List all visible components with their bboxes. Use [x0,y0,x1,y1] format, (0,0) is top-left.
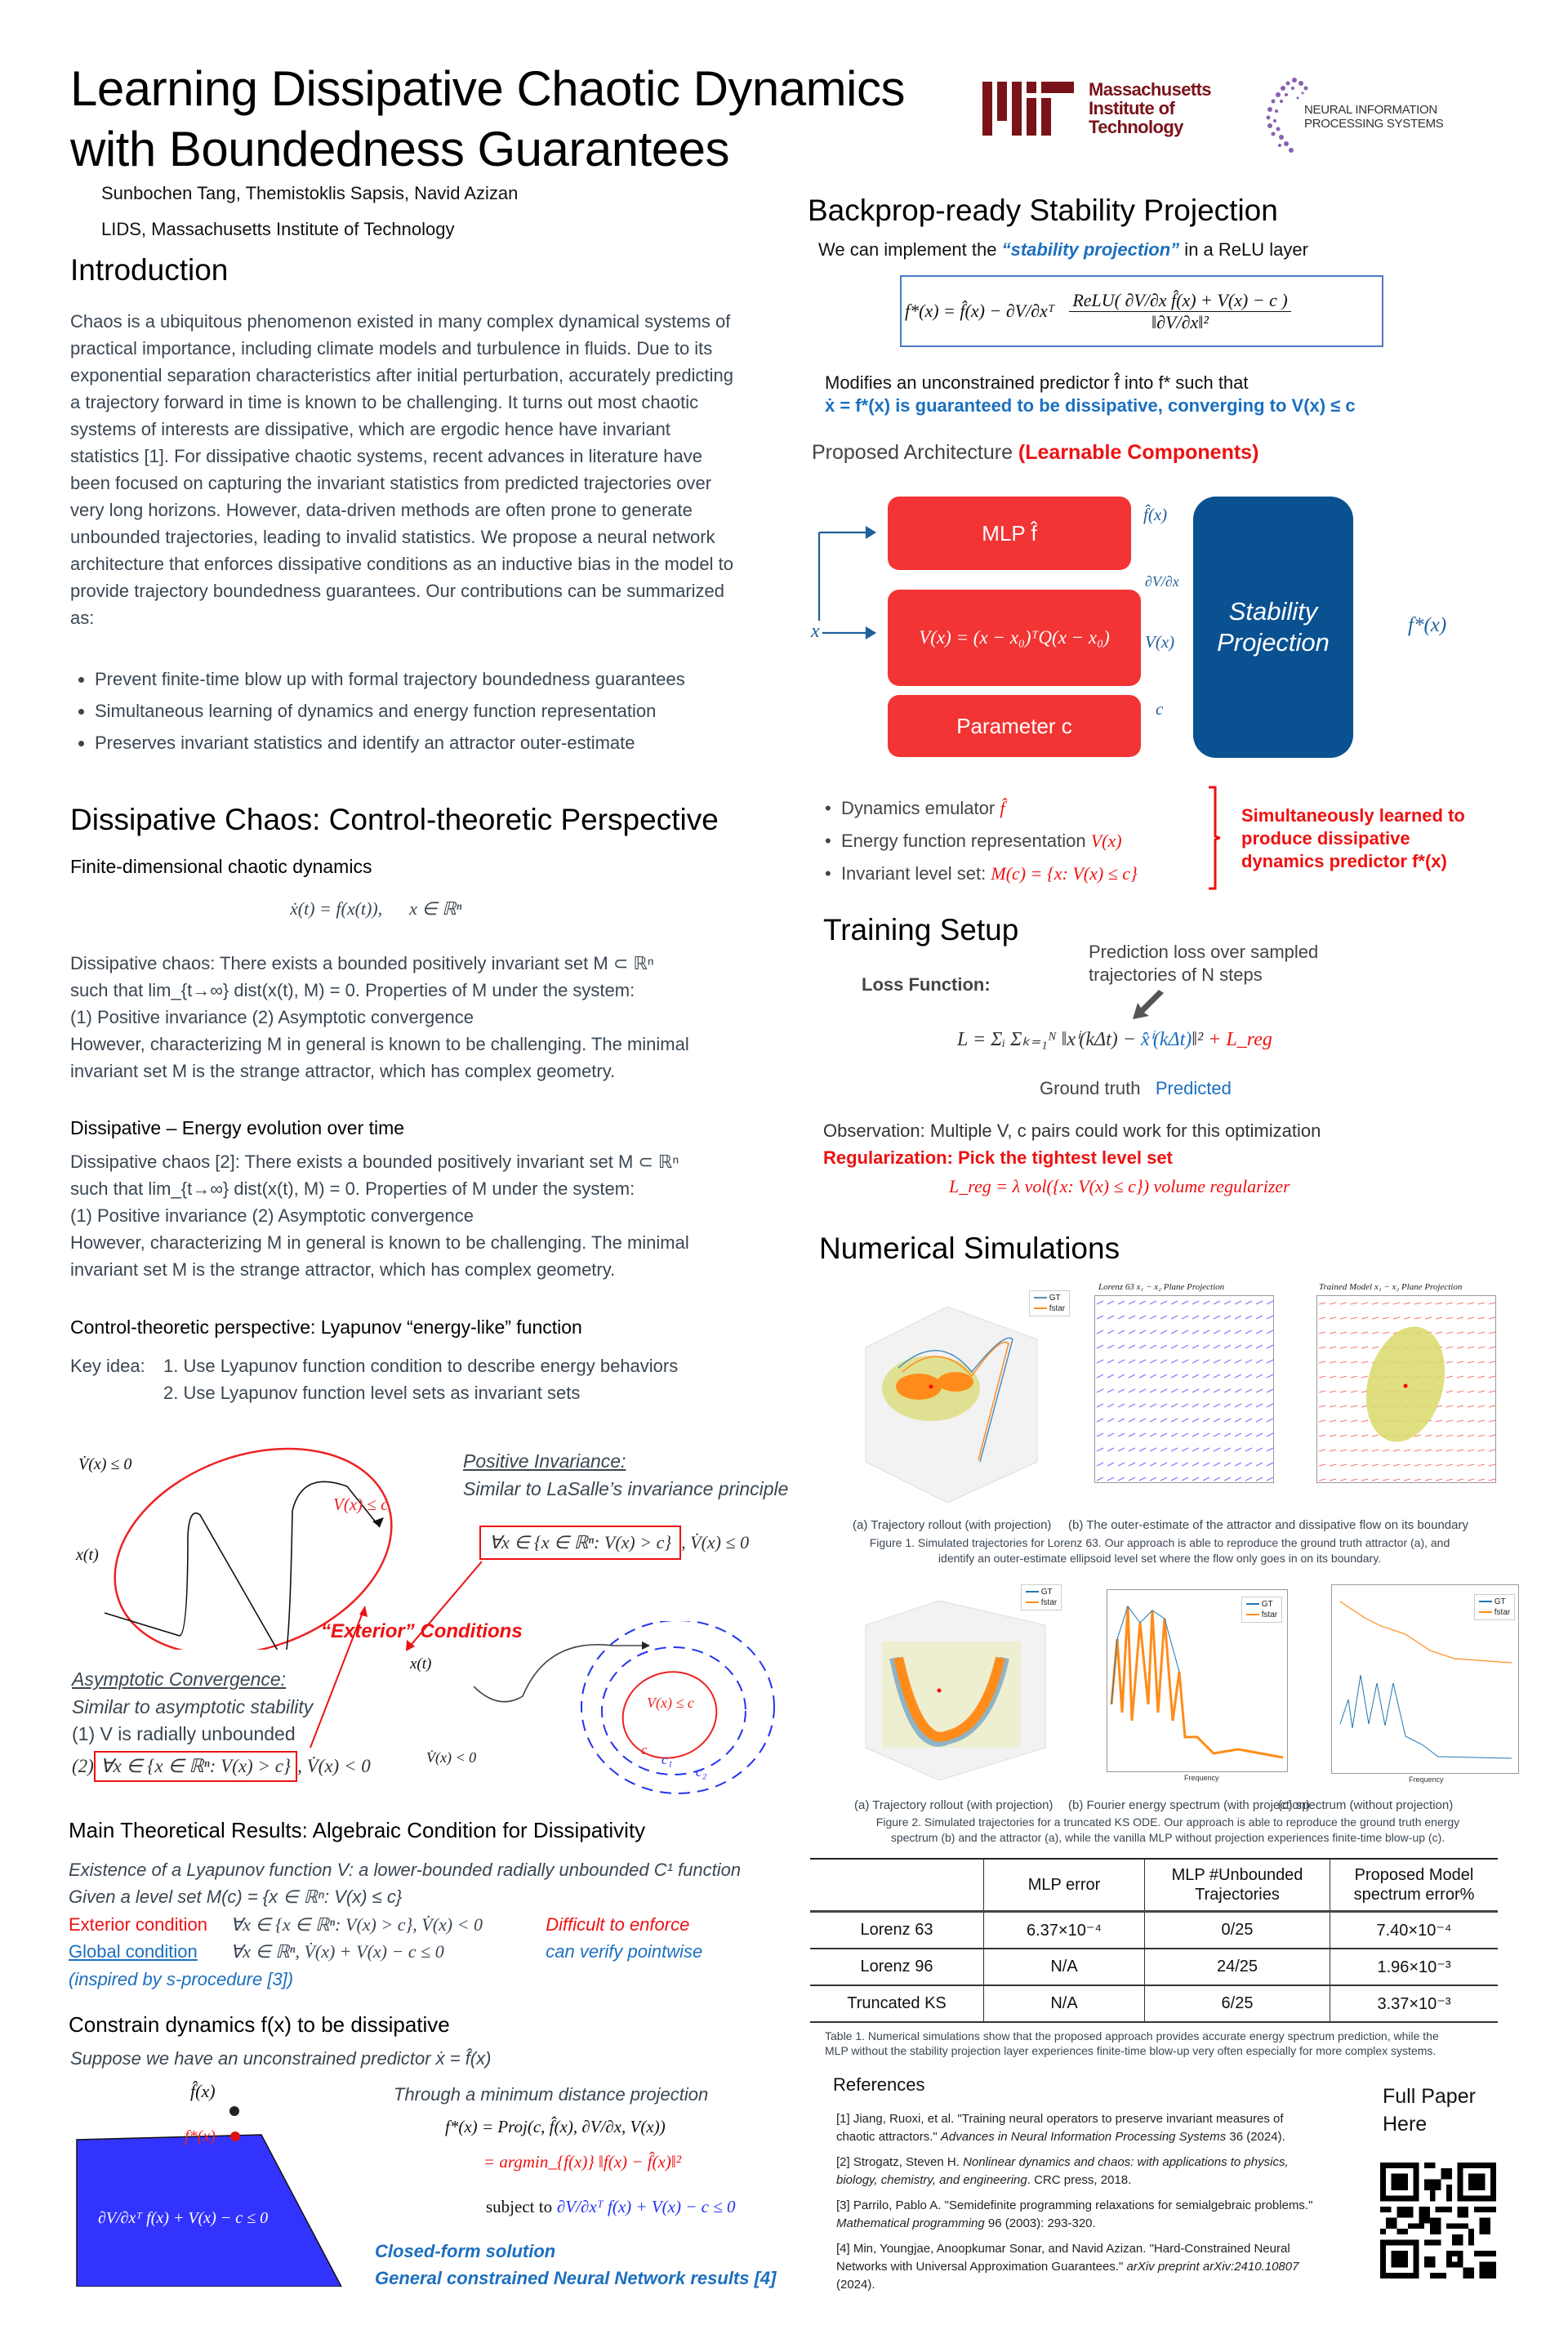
subject-to-label: subject to [486,2197,553,2216]
fig2-caption: Figure 2. Simulated trajectories for a truncated KS ODE. Our approach is able to reproduce the ground truth energy spectrum (b) and the attractor (a), while the vanilla MLP without projection experiences finite-time blow-up (c). [875,1815,1460,1844]
references-list [836,2110,1318,2301]
global-condition-note: can verify pointwise [546,1941,703,1962]
relu-formula-box [900,275,1383,347]
ring-level-label: V(x) ≤ c [647,1695,694,1711]
references-heading: References [833,2074,925,2095]
ks-3d-plot [849,1592,1062,1788]
table-header: Proposed Model spectrum error% [1330,1859,1499,1912]
key-idea-2: 2. Use Lyapunov function level sets as invariant sets [163,1383,581,1403]
theory-heading: Main Theoretical Results: Algebraic Condition for Dissipativity [69,1818,646,1842]
mlp-block: MLP f̂ [888,497,1131,570]
full-paper-label: Full Paper Here [1383,2085,1476,2136]
table-header-row [810,1859,1498,1912]
architecture-output: f*(x) [1408,614,1447,636]
feasible-region-label: ∂V/∂xᵀ f(x) + V(x) − c ≤ 0 [98,2209,269,2227]
asymptotic-item-2: (2) ∀x ∈ {x ∈ ℝⁿ: V(x) > c} , V̇(x) < 0 [72,1751,371,1782]
argmin-equation: = argmin_{f(x)} ‖f(x) − f̂(x)‖² [483,2152,682,2172]
backprop-heading: Backprop-ready Stability Projection [808,194,1278,227]
neurips-logo-line-1: NEURAL INFORMATION [1304,103,1437,117]
table-header: MLP error [984,1859,1145,1912]
authors: Sunbochen Tang, Themistoklis Sapsis, Navid Azizan [101,183,519,203]
mit-logo-line-1: Massachusetts [1089,79,1211,100]
fig1-caption: Figure 1. Simulated trajectories for Lorenz 63. Our approach is able to reproduce the ground truth attractor (a), and identify an outer-estimate ellipsoid level set where the flow only goes in on its boundary. [869,1536,1450,1565]
observation-text: Observation: Multiple V, c pairs could work for this optimization [823,1120,1321,1141]
positive-invariance-text: Similar to LaSalle’s invariance principle [463,1478,789,1499]
loss-function-label: Loss Function: [862,974,991,995]
loss-equation: L = Σᵢ Σₖ₌₁ᴺ ‖xⁱ(kΔt) − x̂ⁱ(kΔt)‖² + L_reg [957,1029,1272,1050]
stability-projection-block: Stability Projection [1193,497,1353,758]
arrow-label-v: V(x) [1145,632,1175,652]
trained-quiver-plot [1316,1295,1496,1483]
theory-line-1: Existence of a Lyapunov function V: a lower-bounded radially unbounded C¹ function [69,1860,742,1880]
level-set-rings-diagram [474,1621,800,1825]
asymptotic-text: Similar to asymptotic stability [72,1696,314,1717]
asymptotic-boxed: ∀x ∈ {x ∈ ℝⁿ: V(x) > c} [94,1751,297,1782]
dynamics-equation: ẋ(t) = f(x(t)), x ∈ ℝⁿ [290,898,462,919]
figure-2 [833,1576,1552,1797]
qr-code[interactable] [1380,2163,1496,2278]
training-heading: Training Setup [823,913,1019,947]
asymptotic-title: Asymptotic Convergence: [72,1668,287,1690]
exterior-conditions-label: “Exterior” Conditions [321,1620,523,1642]
table-caption: Table 1. Numerical simulations show that the proposed approach provides accurate energy spectrum prediction, while the MLP without the stability projection layer experiences finite-time blow-up very often especially for more complex systems. [825,2029,1439,2057]
subject-to-row [486,2197,735,2217]
regularizer-equation: L_reg = λ vol({x: V(x) ≤ c}) volume regularizer [949,1176,1290,1196]
fig2b-legend: GT fstar [1241,1597,1282,1623]
positive-invariance-boxed: ∀x ∈ {x ∈ ℝⁿ: V(x) > c} [479,1526,681,1560]
projection-equation: f*(x) = Proj(c, f̂(x), ∂V/∂x, V(x)) [445,2117,666,2136]
table-header [810,1859,984,1912]
arrow-label-dvdx: ∂V/∂x [1145,573,1179,590]
modifies-text: Modifies an unconstrained predictor f̂ into f* such that [825,372,1249,393]
fig1-panel-b2-title: Trained Model x₁ − x₂ Plane Projection [1319,1282,1463,1292]
global-condition-label: Global condition [69,1941,198,1962]
title-line-1: Learning Dissipative Chaotic Dynamics [70,61,905,116]
learnable-components-list [825,792,1138,890]
s-procedure-note: (inspired by s-procedure [3]) [69,1969,294,1989]
mit-logo-line-3: Technology [1089,117,1183,137]
finite-dim-subheading: Finite-dimensional chaotic dynamics [70,856,372,877]
formula-numerator: ReLU( ∂V/∂x f̂(x) + V(x) − c ) [1069,290,1290,312]
title-line-2: with Boundedness Guarantees [70,122,730,176]
learnable-item: • Energy function representation V(x) [825,831,1122,851]
global-condition-math: ∀x ∈ ℝⁿ, V̇(x) + V(x) − c ≤ 0 [230,1941,444,1962]
table-header: MLP #Unbounded Trajectories [1145,1859,1330,1912]
ring-vdot-label: V̇(x) < 0 [426,1749,477,1766]
results-table [810,1858,1498,2023]
learnable-item: • Dynamics emulator f̂ [825,798,1005,818]
fig2c-legend: GT fstar [1474,1594,1515,1620]
contributions-list [70,666,773,761]
predicted-label: Predicted [1155,1078,1232,1098]
parameter-c-block: Parameter c [888,695,1141,757]
guarantee-text: ẋ = f*(x) is guaranteed to be dissipative, converging to V(x) ≤ c [825,395,1356,416]
vdot-le-zero-label: V̇(x) ≤ 0 [78,1455,132,1473]
positive-invariance-condition: ∀x ∈ {x ∈ ℝⁿ: V(x) > c} , V̇(x) ≤ 0 [479,1526,749,1560]
fig2a-legend: GT fstar [1021,1584,1062,1610]
contribution-item: • Simultaneous learning of dynamics and energy function representation [95,697,773,724]
dissipative-definition-1: Dissipative chaos: There exists a bounded positively invariant set M ⊂ ℝⁿ such that lim_{t→∞} dist(x(t), M) = 0. Properties of M under the system: (1) Positive invariance (2) Asymptotic convergence However, characterizing M in general is known to be challenging. The minimal invariant set M is the strange attractor, which has complex geometry. [70,953,689,1081]
level-set-label: V(x) ≤ c [333,1494,389,1514]
loss-annotation: Prediction loss over sampled trajectories of N steps [1089,942,1319,985]
fig1-subcaption-a: (a) Trajectory rollout (with projection) [853,1518,1052,1532]
lorenz-quiver-plot [1094,1295,1274,1483]
constrain-suppose: Suppose we have an unconstrained predictor ẋ = f̂(x) [70,2048,492,2069]
fhat-label: f̂(x) [190,2081,216,2101]
exterior-condition-label: Exterior condition [69,1914,207,1935]
closed-form-note: Closed-form solution [375,2241,556,2261]
dissipative-chaos-heading: Dissipative Chaos: Control-theoretic Perspective [70,803,719,836]
fig2-subcaption-b: (b) Fourier energy spectrum (with projection) [1068,1798,1310,1812]
brace-note: Simultaneously learned to produce dissipative dynamics predictor f*(x) [1241,805,1465,871]
table-row: Truncated KS N/A 6/25 3.37×10⁻³ [810,1985,1498,2022]
figure-1 [833,1282,1552,1519]
introduction-paragraph: Chaos is a ubiquitous phenomenon existed in many complex dynamical systems of practical importance, including climate models and turbulence in fluids. Due to its exponential separation characteristics after initial perturbation, accurately predicting a trajectory forward in time is known to be challenging. It turns out most chaotic systems of interests are dissipative, which are ergodic hence have invariant statistics [1]. For dissipative chaotic systems, recent advances in literature have been focused on capturing the invariant statistics from predicted trajectories over very long horizons. However, data-driven methods are often prone to generate unbounded trajectories, leading to invalid statistics. We propose a neural network architecture that enforces dissipative conditions as an inductive bias in the model to provide trajectory boundedness guarantees. Our contributions can be summarized as: [70,311,734,628]
formula-denominator: ‖∂V/∂x‖² [1152,311,1209,332]
ring-trajectory-label: x(t) [410,1655,432,1673]
reference-item: [3] Parrilo, Pablo A. "Semidefinite programming relaxations for semialgebraic problems." Mathematical programming 96 (2003): 293-320. [836,2198,1313,2230]
ring-c-label: c [641,1742,648,1757]
numerical-heading: Numerical Simulations [819,1232,1120,1265]
formula-lhs: f*(x) = f̂(x) − ∂V/∂xᵀ [905,301,1055,321]
lorenz-3d-plot [849,1298,1070,1503]
architecture-input: x [811,621,820,642]
energy-function-block: V(x) = (x − x₀)ᵀQ(x − x₀) [888,590,1141,686]
trajectory-label: x(t) [76,1546,99,1564]
subject-to-equation: ∂V/∂xᵀ f(x) + V(x) − c ≤ 0 [556,2197,736,2216]
arrow-label-c: c [1156,699,1164,719]
min-distance-text: Through a minimum distance projection [394,2084,709,2105]
asymptotic-item-1: (1) V is radially unbounded [72,1723,296,1744]
reference-item: [2] Strogatz, Steven H. Nonlinear dynamics and chaos: with applications to physics, biology, chemistry, and engineering. CRC press, 2018. [836,2155,1289,2187]
loss-legend [1040,1078,1232,1099]
table-row: Lorenz 63 6.37×10⁻⁴ 0/25 7.40×10⁻⁴ [810,1912,1498,1949]
fig1-subcaption-b: (b) The outer-estimate of the attractor and dissipative flow on its boundary [1068,1518,1468,1532]
fig2c-xlabel: Frequency [1409,1775,1444,1784]
neurips-logo [1262,74,1458,155]
exterior-condition-note: Difficult to enforce [546,1914,690,1935]
introduction-heading: Introduction [70,253,229,287]
fhat-point-icon [229,2105,240,2117]
poster-title [70,59,985,180]
annotation-arrow-icon [1131,987,1164,1019]
backprop-intro: We can implement the “stability projection” in a ReLU layer [818,239,1308,260]
mit-logo-mark-icon [982,82,1097,136]
fstar-label: f*(x) [185,2127,216,2145]
energy-evolution-subheading: Dissipative – Energy evolution over time [70,1117,405,1138]
exterior-condition-math: ∀x ∈ {x ∈ ℝⁿ: V(x) > c}, V̇(x) < 0 [230,1914,483,1935]
neurips-logo-line-2: PROCESSING SYSTEMS [1304,117,1444,131]
architecture-title: Proposed Architecture (Learnable Components) [812,441,1259,464]
key-idea-1: 1. Use Lyapunov function condition to describe energy behaviors [163,1356,679,1376]
table-row: Lorenz 96 N/A 24/25 1.96×10⁻³ [810,1949,1498,1985]
contribution-item: • Prevent finite-time blow up with formal trajectory boundedness guarantees [95,666,773,693]
fig2b-xlabel: Frequency [1184,1774,1219,1782]
fig1-legend: GT fstar [1029,1290,1070,1316]
reference-item: [4] Min, Youngjae, Anoopkumar Sonar, and Navid Azizan. "Hard-Constrained Neural Networks with Universal Approximation Guarantees." arXiv preprint arXiv:2410.10807 (2024). [836,2242,1299,2292]
constrain-heading: Constrain dynamics f(x) to be dissipative [69,2012,450,2037]
learnable-item: • Invariant level set: M(c) = {x: V(x) ≤ c} [825,863,1138,884]
global-condition-row [69,1941,787,1962]
fig2-subcaption-a: (a) Trajectory rollout (with projection) [854,1798,1054,1812]
projection-diagram [74,2123,351,2287]
arrow-label-fhat: f̂(x) [1143,505,1168,524]
key-idea-label: Key idea: [70,1356,145,1376]
ring-c2-label: c₂ [696,1764,707,1780]
mit-logo [982,79,1236,140]
reference-item: [1] Jiang, Ruoxi, et al. "Training neural operators to preserve invariant measures of chaotic attractors." Advances in Neural Information Processing Systems 36 (2024). [836,2112,1285,2144]
exterior-condition-row [69,1914,787,1936]
dissipative-definition-2: Dissipative chaos [2]: There exists a bounded positively invariant set M ⊂ ℝⁿ such that lim_{t→∞} dist(x(t), M) = 0. Properties of M under the system: (1) Positive invariance (2) Asymptotic convergence However, characterizing M in general is known to be challenging. The minimal invariant set M is the strange attractor, which has complex geometry. [70,1152,689,1280]
ground-truth-label: Ground truth [1040,1078,1141,1098]
general-results-note: General constrained Neural Network results [4] [375,2268,777,2288]
theory-line-2: Given a level set M(c) = {x ∈ ℝⁿ: V(x) ≤ c} [69,1886,403,1907]
mit-logo-line-2: Institute of [1089,98,1175,118]
regularization-text: Regularization: Pick the tightest level set [823,1147,1173,1168]
fig2-subcaption-c: (c) spectrum (without projection) [1278,1798,1454,1812]
ring-c1-label: c₁ [662,1752,673,1767]
lyapunov-subheading: Control-theoretic perspective: Lyapunov “energy-like” function [70,1316,582,1338]
key-idea [70,1352,789,1406]
neurips-dots-icon [1262,74,1311,155]
right-brace-icon [1207,786,1220,890]
contribution-item: • Preserves invariant statistics and identify an attractor outer-estimate [95,729,773,756]
positive-invariance-title: Positive Invariance: [463,1450,626,1472]
fig1-panel-b1-title: Lorenz 63 x₁ − x₂ Plane Projection [1098,1282,1225,1292]
affiliation: LIDS, Massachusetts Institute of Technology [101,219,455,239]
